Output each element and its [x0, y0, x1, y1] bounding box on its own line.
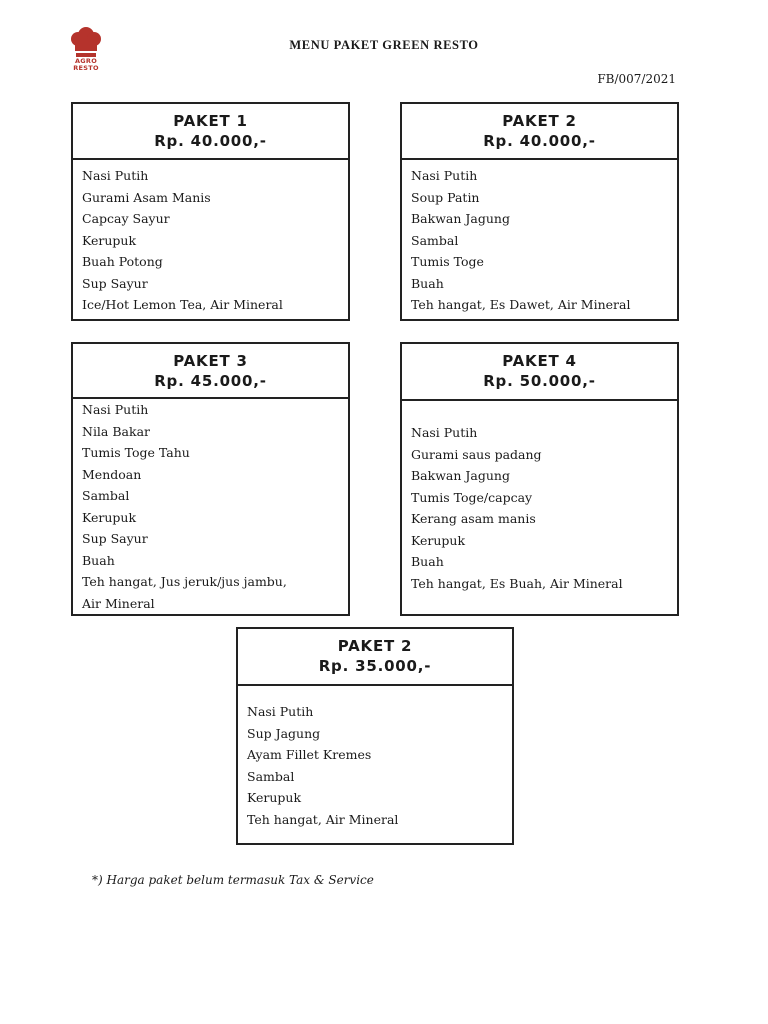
package-price: Rp. 40.000,- [483, 132, 596, 150]
logo-text-agro: AGRO [74, 57, 98, 65]
menu-item: Sup Sayur [82, 531, 148, 546]
package-items [402, 401, 677, 594]
menu-item: Capcay Sayur [82, 211, 170, 226]
menu-item: Kerupuk [82, 232, 137, 248]
footnote: *) Harga paket belum termasuk Tax & Service [92, 873, 374, 887]
menu-item: Nasi Putih [247, 704, 314, 719]
menu-item: Kerang asam manis [411, 511, 536, 526]
package-name: PAKET 3 [173, 352, 248, 370]
package-card-4 [400, 342, 679, 616]
menu-item: Soup Patin [411, 189, 480, 205]
menu-item: Nila Bakar [82, 423, 150, 439]
menu-item: Ice/Hot Lemon Tea, Air Mineral [82, 297, 283, 312]
package-price: Rp. 40.000,- [154, 132, 267, 150]
package-name: PAKET 1 [173, 112, 248, 130]
menu-item: Kerupuk [247, 790, 302, 805]
document-number: FB/007/2021 [597, 72, 676, 86]
menu-item: Gurami Asam Manis [82, 189, 211, 205]
menu-item: Sup Sayur [82, 275, 148, 291]
menu-item: Bakwan Jagung [411, 468, 510, 483]
package-header [73, 344, 348, 399]
package-name: PAKET 2 [502, 112, 577, 130]
menu-item: Buah Potong [82, 254, 163, 269]
package-price: Rp. 35.000,- [318, 657, 432, 675]
menu-item: Teh hangat, Es Dawet, Air Mineral [411, 297, 631, 312]
menu-item: Tumis Toge [411, 254, 484, 269]
package-card-3 [71, 342, 350, 616]
menu-item: Bakwan Jagung [411, 211, 510, 226]
menu-item: Nasi Putih [82, 168, 149, 183]
menu-item: Nasi Putih [82, 402, 149, 417]
package-name: PAKET 4 [502, 352, 577, 370]
menu-item: Ayam Fillet Kremes [247, 747, 372, 762]
menu-item: Sup Jagung [247, 725, 321, 741]
package-name: PAKET 2 [337, 637, 413, 655]
package-items [238, 686, 512, 830]
package-card-1 [71, 102, 350, 321]
menu-item: Teh hangat, Jus jeruk/jus jambu, [82, 574, 287, 589]
package-card-5 [236, 627, 514, 845]
logo-text-resto: RESTO [73, 64, 99, 72]
menu-item: Sambal [247, 768, 295, 784]
package-items [73, 399, 348, 614]
package-price: Rp. 45.000,- [154, 372, 267, 390]
menu-item: Nasi Putih [411, 168, 478, 183]
package-items [73, 160, 348, 316]
package-card-2 [400, 102, 679, 321]
package-header [238, 629, 512, 686]
menu-item: Buah [411, 275, 444, 291]
menu-item: Buah [82, 552, 115, 568]
package-header [73, 104, 348, 160]
page-title: MENU PAKET GREEN RESTO [289, 38, 479, 52]
menu-item: Sambal [411, 232, 459, 248]
menu-item: Buah [411, 554, 444, 569]
package-header [402, 104, 677, 160]
menu-item: Gurami saus padang [411, 446, 542, 462]
menu-item: Nasi Putih [411, 425, 478, 440]
menu-item: Tumis Toge Tahu [82, 445, 190, 460]
menu-item: Teh hangat, Es Buah, Air Mineral [411, 575, 623, 591]
package-price: Rp. 50.000,- [483, 372, 596, 390]
logo-text [64, 58, 108, 72]
package-items [402, 160, 677, 316]
package-header [402, 344, 677, 401]
menu-item: Tumis Toge/capcay [411, 489, 533, 505]
menu-item: Kerupuk [411, 532, 466, 548]
menu-item: Kerupuk [82, 509, 137, 525]
menu-item: Mendoan [82, 466, 142, 482]
menu-item: Sambal [82, 488, 130, 503]
menu-item: Air Mineral [82, 595, 155, 611]
menu-item: Teh hangat, Air Mineral [247, 811, 399, 827]
